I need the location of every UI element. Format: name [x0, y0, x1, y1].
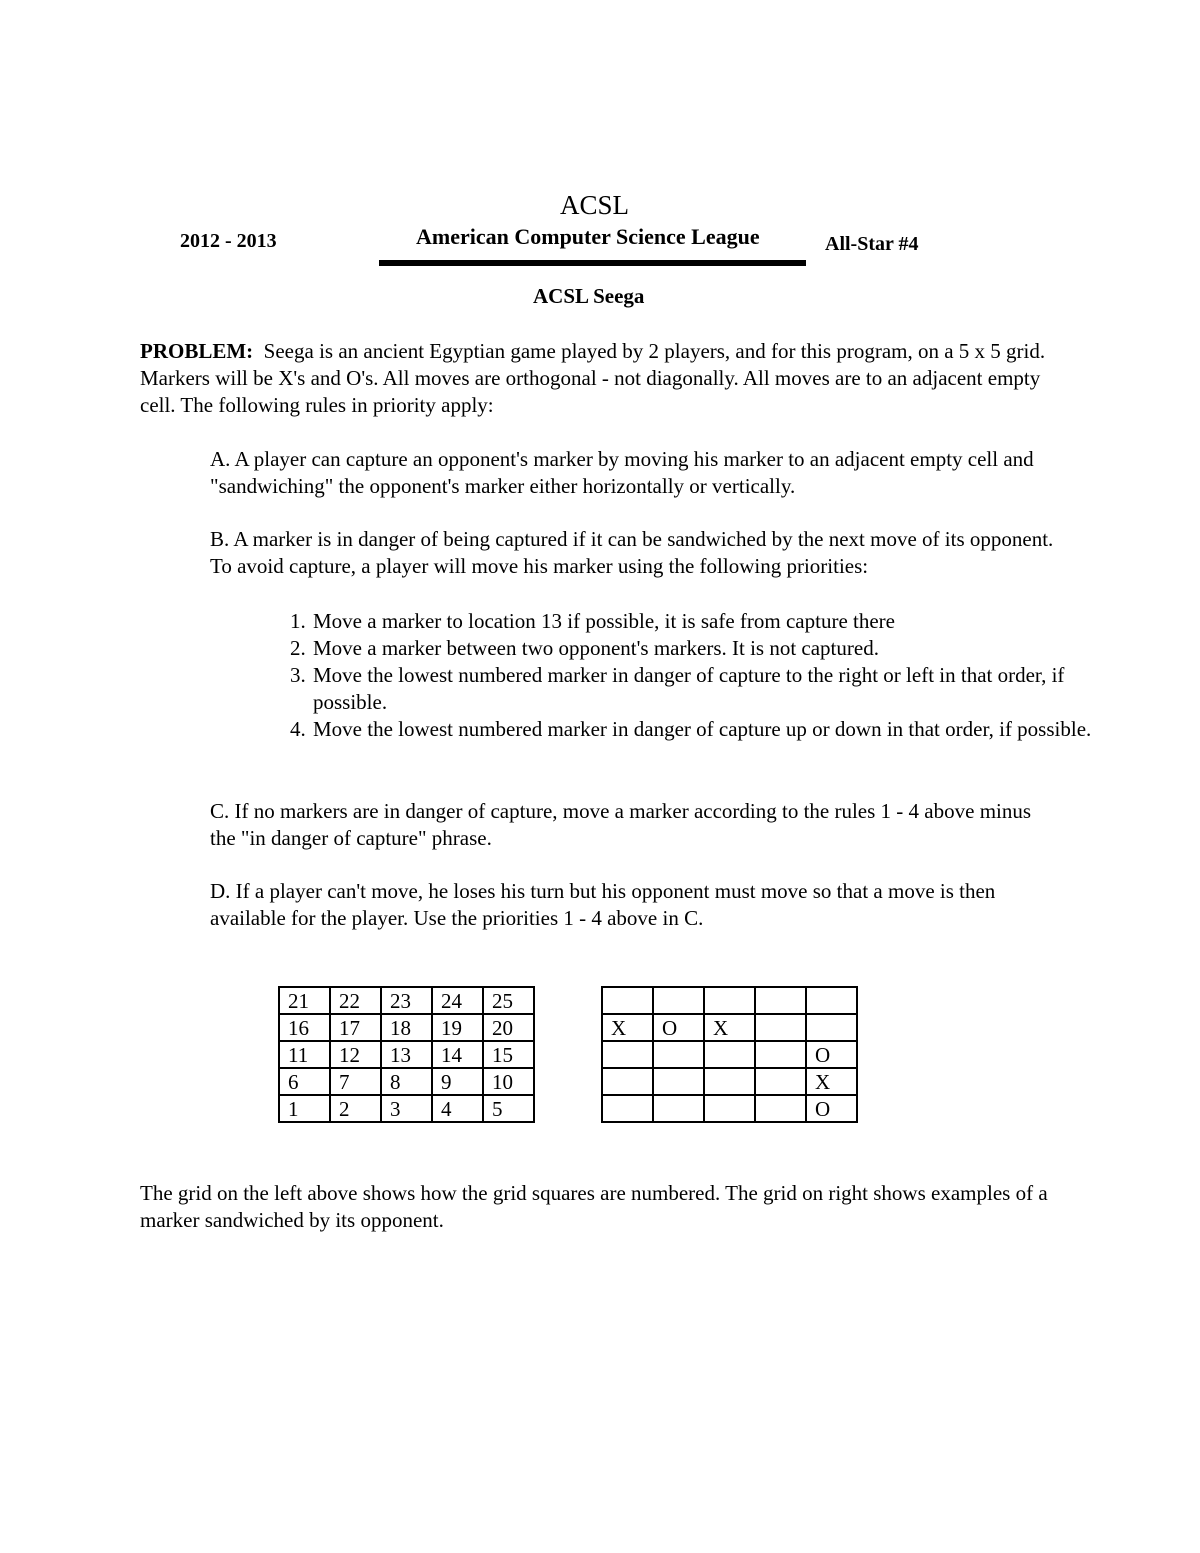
school-year: 2012 - 2013 [180, 230, 277, 252]
grid-cell [653, 1068, 704, 1095]
grid-cell [755, 987, 806, 1014]
problem-statement [140, 338, 1070, 419]
grid-cell: 8 [381, 1068, 432, 1095]
grid-cell [806, 1014, 857, 1041]
grid-cell: 4 [432, 1095, 483, 1122]
grid-cell [755, 1041, 806, 1068]
priority-item: 1. Move a marker to location 13 if possible, it is safe from capture there [311, 608, 1111, 635]
grid-cell [653, 1041, 704, 1068]
grid-cell: 23 [381, 987, 432, 1014]
grid-cell: 2 [330, 1095, 381, 1122]
grid-cell [755, 1014, 806, 1041]
problem-label: PROBLEM: [140, 339, 254, 363]
grid-cell [602, 1095, 653, 1122]
grid-cell [602, 987, 653, 1014]
problem-text: Seega is an ancient Egyptian game played by 2 players, and for this program, on a 5 x 5 grid. Markers will be X's and O's. All moves are orthogonal - not diagonally. All moves are to an adjacent empty cell. The following rules in priority apply: [140, 339, 1046, 417]
grid-cell: 9 [432, 1068, 483, 1095]
grid-cell [806, 987, 857, 1014]
grid-cell: X [602, 1014, 653, 1041]
grid-cell: 25 [483, 987, 534, 1014]
grid-cell [704, 1095, 755, 1122]
grid-cell: 5 [483, 1095, 534, 1122]
priority-item: 4. Move the lowest numbered marker in danger of capture up or down in that order, if possible. [311, 716, 1111, 743]
grid-cell [755, 1068, 806, 1095]
grid-cell: 6 [279, 1068, 330, 1095]
grid-cell: 18 [381, 1014, 432, 1041]
grid-cell [704, 987, 755, 1014]
grid-cell: 17 [330, 1014, 381, 1041]
grid-cell: 15 [483, 1041, 534, 1068]
grid-cell: 20 [483, 1014, 534, 1041]
grid-cell [653, 1095, 704, 1122]
grid-cell [653, 987, 704, 1014]
rule-b: B. A marker is in danger of being captured if it can be sandwiched by the next move of its opponent. To avoid capture, a player will move his marker using the following priorities: [210, 527, 1054, 578]
grid-caption: The grid on the left above shows how the grid squares are numbered. The grid on right shows examples of a marker sandwiched by its opponent. [140, 1181, 1048, 1232]
grid-cell: O [653, 1014, 704, 1041]
rule-d: D. If a player can't move, he loses his turn but his opponent must move so that a move is then available for the player. Use the priorities 1 - 4 above in C. [210, 879, 996, 930]
rule-a: A. A player can capture an opponent's marker by moving his marker to an adjacent empty cell and "sandwiching" the opponent's marker either horizontally or vertically. [210, 447, 1034, 498]
header-divider [379, 260, 806, 266]
grid-cell [602, 1068, 653, 1095]
priority-item: 3. Move the lowest numbered marker in danger of capture to the right or left in that order, if possible. [311, 662, 1111, 716]
contest-label: All-Star #4 [825, 233, 919, 255]
rule-c: C. If no markers are in danger of capture, move a marker according to the rules 1 - 4 above minus the "in danger of capture" phrase. [210, 799, 1032, 850]
grid-cell: 10 [483, 1068, 534, 1095]
grid-cell: X [806, 1068, 857, 1095]
grid-cell [704, 1041, 755, 1068]
grid-cell: 22 [330, 987, 381, 1014]
grid-cell: 13 [381, 1041, 432, 1068]
org-full-name: American Computer Science League [416, 224, 760, 249]
grid-cell: X [704, 1014, 755, 1041]
grid-cell: 14 [432, 1041, 483, 1068]
grid-cell: 12 [330, 1041, 381, 1068]
numbering-grid [278, 986, 535, 1123]
example-grid [601, 986, 858, 1123]
grid-cell: 11 [279, 1041, 330, 1068]
grid-cell: 3 [381, 1095, 432, 1122]
grid-cell: 21 [279, 987, 330, 1014]
grid-cell: 24 [432, 987, 483, 1014]
priority-list [273, 608, 1111, 743]
grid-cell: 1 [279, 1095, 330, 1122]
grid-cell: O [806, 1041, 857, 1068]
grid-cell [704, 1068, 755, 1095]
grid-cell: O [806, 1095, 857, 1122]
grid-cell: 7 [330, 1068, 381, 1095]
grid-cell: 16 [279, 1014, 330, 1041]
org-short-name: ACSL [560, 190, 630, 220]
grid-cell [602, 1041, 653, 1068]
grid-cell [755, 1095, 806, 1122]
problem-title: ACSL Seega [533, 284, 645, 308]
priority-item: 2. Move a marker between two opponent's markers. It is not captured. [311, 635, 1111, 662]
grid-cell: 19 [432, 1014, 483, 1041]
